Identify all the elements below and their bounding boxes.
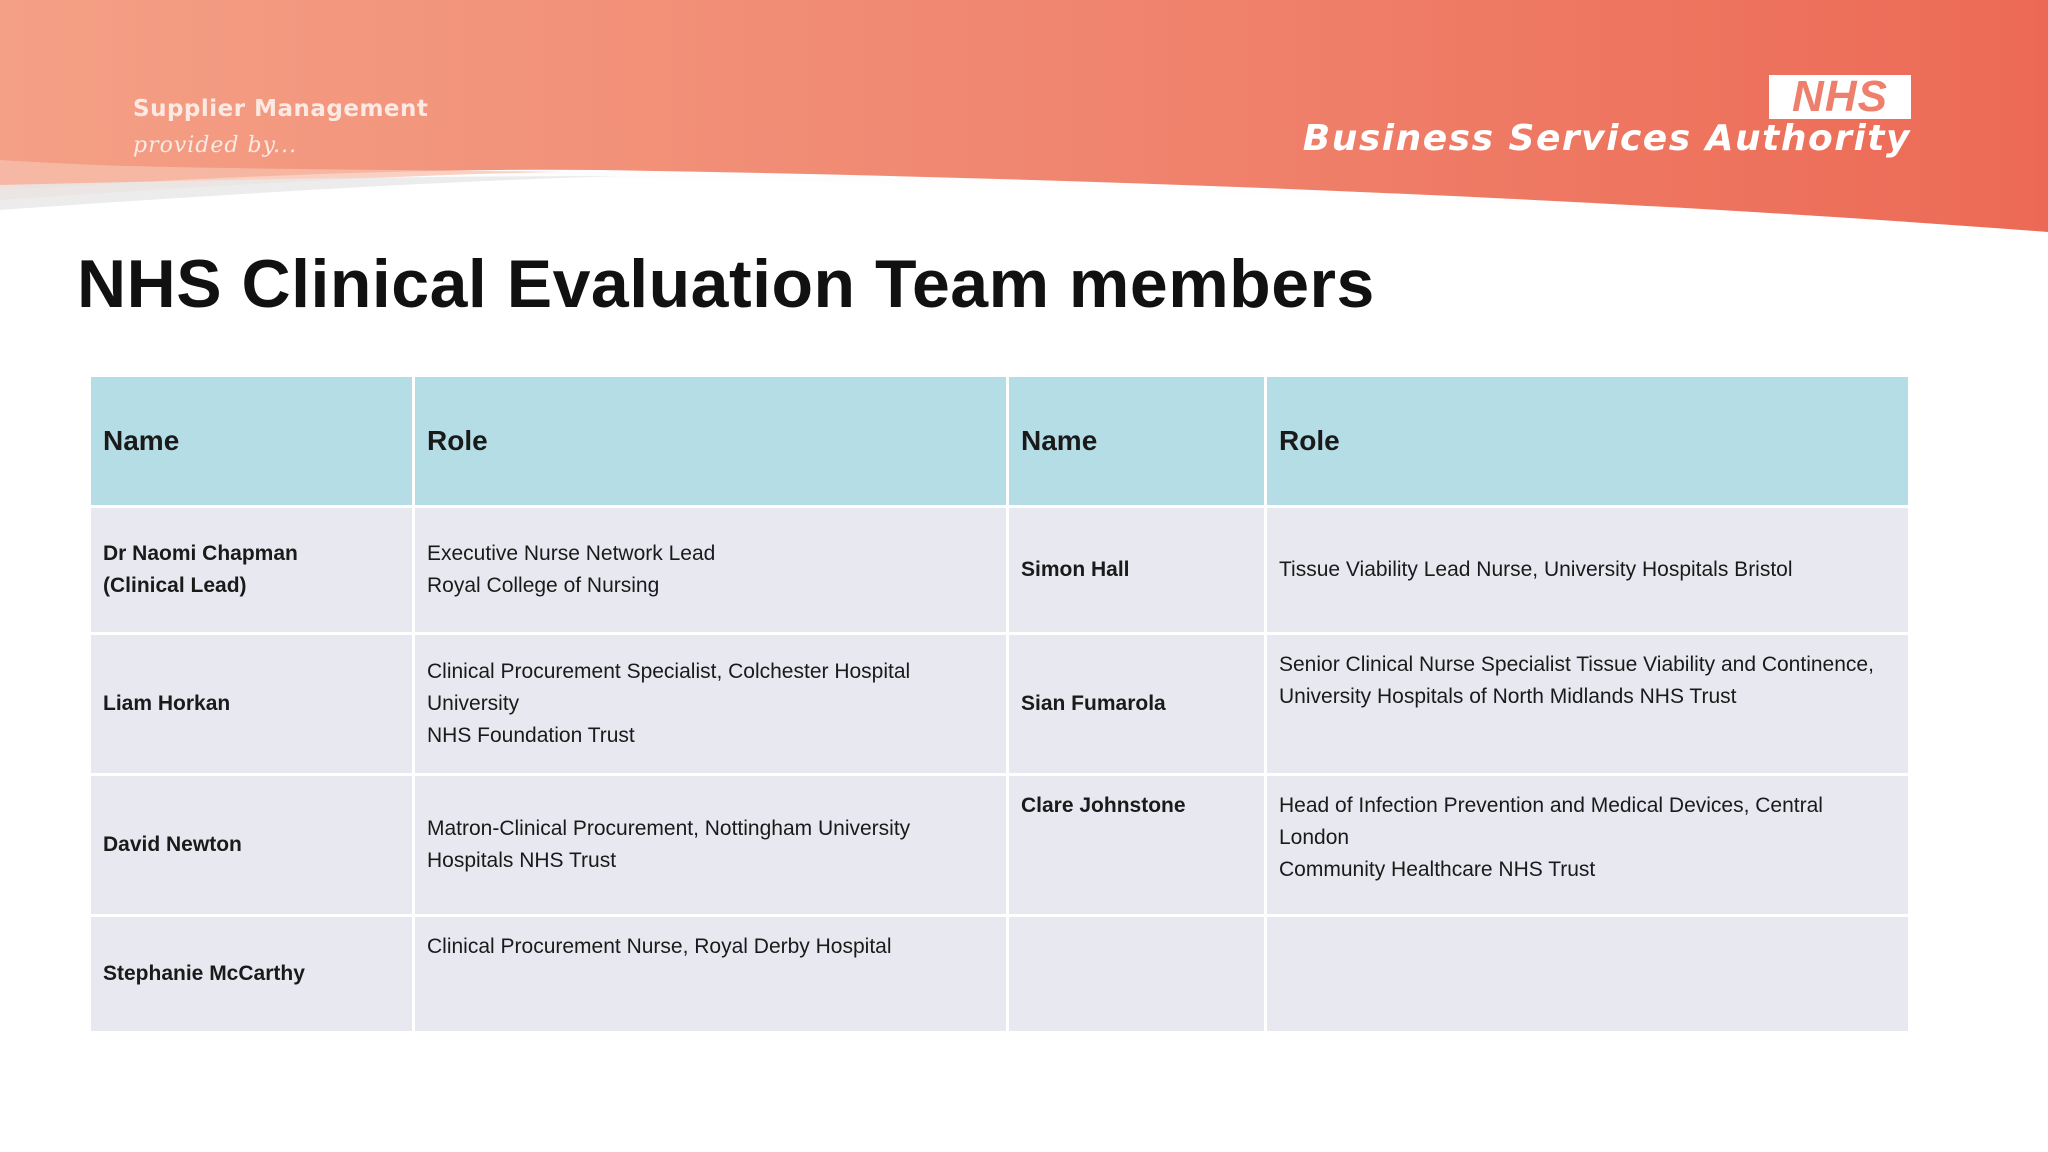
member-name: Dr Naomi Chapman: [103, 542, 298, 565]
member-role-cell: [414, 775, 1008, 916]
member-role: Head of Infection Prevention and Medical Devices, Central London: [1279, 794, 1823, 849]
column-header-role: Role: [414, 376, 1008, 507]
member-role-cell: [414, 916, 1008, 1033]
member-role: Senior Clinical Nurse Specialist Tissue Viability and Continence,: [1279, 653, 1874, 676]
column-header-name: Name: [1008, 376, 1266, 507]
member-name: Liam Horkan: [103, 692, 231, 715]
member-role-cell: [414, 507, 1008, 634]
member-name-cell: [1008, 634, 1266, 775]
member-role: Executive Nurse Network Lead: [427, 542, 716, 565]
provided-by-text: provided by...: [133, 133, 298, 158]
organisation-name: Business Services Authority: [1302, 118, 1911, 159]
member-name: Sian Fumarola: [1021, 692, 1166, 715]
member-name-cell: [90, 916, 414, 1033]
member-organisation: NHS Foundation Trust: [427, 724, 635, 747]
member-name: David Newton: [103, 833, 242, 856]
empty-cell: [1266, 916, 1910, 1033]
page-title: NHS Clinical Evaluation Team members: [77, 246, 1375, 322]
nhs-logo: NHS: [1769, 75, 1911, 119]
member-organisation: Royal College of Nursing: [427, 574, 660, 597]
member-role-cell: [1266, 634, 1910, 775]
member-name-cell: [90, 634, 414, 775]
member-role-cell: [414, 634, 1008, 775]
member-organisation: University Hospitals of North Midlands NHS Trust: [1279, 685, 1737, 708]
member-name-cell: [90, 775, 414, 916]
member-name: Simon Hall: [1021, 558, 1130, 581]
table-row: [90, 916, 1910, 1033]
member-role: Clinical Procurement Nurse, Royal Derby Hospital: [427, 935, 892, 958]
member-role: Matron-Clinical Procurement, Nottingham University: [427, 817, 911, 840]
team-members-table: [88, 374, 1911, 1034]
member-name-cell: [1008, 775, 1266, 916]
member-name-cell: [1008, 507, 1266, 634]
table-row: [90, 775, 1910, 916]
member-name: Stephanie McCarthy: [103, 962, 305, 985]
member-role: Tissue Viability Lead Nurse, University Hospitals Bristol: [1279, 558, 1793, 581]
table-row: [90, 634, 1910, 775]
member-role-cell: [1266, 507, 1910, 634]
column-header-name: Name: [90, 376, 414, 507]
member-role-cell: [1266, 775, 1910, 916]
table-row: [90, 507, 1910, 634]
member-organisation: Hospitals NHS Trust: [427, 849, 617, 872]
empty-cell: [1008, 916, 1266, 1033]
member-name: Clare Johnstone: [1021, 794, 1186, 817]
table-header-row: [90, 376, 1910, 507]
header-banner: [0, 0, 2048, 260]
member-role: Clinical Procurement Specialist, Colchester Hospital University: [427, 660, 911, 715]
member-title: (Clinical Lead): [103, 574, 247, 597]
member-name-cell: [90, 507, 414, 634]
member-organisation: Community Healthcare NHS Trust: [1279, 858, 1596, 881]
column-header-role: Role: [1266, 376, 1910, 507]
supplier-management-text: Supplier Management: [133, 96, 429, 122]
